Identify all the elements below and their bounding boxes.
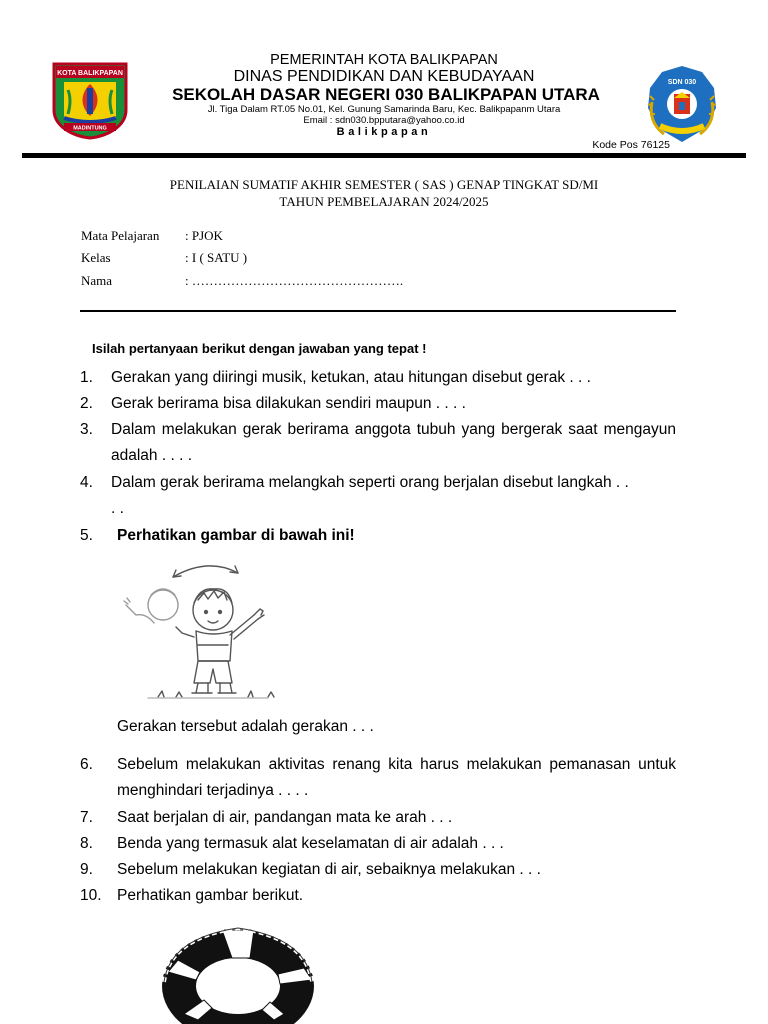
- child-exercise-illustration: [118, 555, 293, 705]
- question-item: [80, 470, 676, 522]
- question-number: 4.: [80, 474, 93, 491]
- exam-year: TAHUN PEMBELAJARAN 2024/2025: [279, 194, 489, 209]
- question-item: [80, 831, 676, 857]
- question-text: Benda yang termasuk alat keselamatan di air adalah . . .: [117, 835, 504, 852]
- instruction: Isilah pertanyaan berikut dengan jawaban yang tepat !: [92, 341, 427, 356]
- school-email: Email : sdn030.bpputara@yahoo.co.id: [303, 115, 465, 126]
- school-badge-text: SDN 030: [667, 79, 697, 86]
- question-number: 2.: [80, 395, 93, 412]
- city-name: Balikpapan: [336, 126, 432, 138]
- question-number: 9.: [80, 861, 93, 878]
- question-item: [80, 417, 676, 469]
- city-emblem-top-text: KOTA BALIKPAPAN: [57, 70, 123, 77]
- question-number: 7.: [80, 809, 93, 826]
- life-ring-illustration: [154, 908, 322, 1024]
- question-item: [80, 365, 676, 391]
- question-text: Saat berjalan di air, pandangan mata ke arah . . .: [117, 809, 453, 826]
- question-number: 6.: [80, 756, 93, 773]
- question-text: Gerak berirama bisa dilakukan sendiri maupun . . . .: [111, 395, 466, 412]
- government-name: PEMERINTAH KOTA BALIKPAPAN: [270, 52, 498, 68]
- question-item: [80, 391, 676, 417]
- name-label: Nama: [81, 273, 113, 288]
- school-address: Jl. Tiga Dalam RT.05 No.01, Kel. Gunung Samarinda Baru, Kec. Balikpapanm Utara: [207, 104, 561, 115]
- question-text: Gerakan yang diiringi musik, ketukan, atau hitungan disebut gerak . . .: [111, 369, 591, 386]
- question-text: Perhatikan gambar berikut.: [117, 887, 304, 904]
- question-item: [80, 883, 676, 909]
- question-text: Sebelum melakukan aktivitas renang kita harus melakukan pemanasan untuk menghindari terjadinya . . . .: [117, 756, 676, 799]
- question-5-caption: Gerakan tersebut adalah gerakan . . .: [117, 718, 374, 735]
- class-label: Kelas: [81, 250, 111, 265]
- city-emblem-bottom-text: MADINTUNG: [73, 125, 107, 132]
- question-text: Sebelum melakukan kegiatan di air, sebaiknya melakukan . . .: [117, 861, 541, 878]
- question-text: Dalam melakukan gerak berirama anggota tubuh yang bergerak saat mengayun adalah . . . .: [111, 421, 676, 464]
- question-number: 5.: [80, 527, 93, 544]
- question-number: 1.: [80, 369, 93, 386]
- letterhead-divider: [22, 153, 746, 158]
- question-text: Dalam gerak berirama melangkah seperti orang berjalan disebut langkah . . . .: [111, 474, 629, 517]
- department-name: DINAS PENDIDIKAN DAN KEBUDAYAAN: [233, 68, 535, 85]
- question-number: 8.: [80, 835, 93, 852]
- question-number: 3.: [80, 421, 93, 438]
- postal-code: Kode Pos 76125: [592, 139, 670, 151]
- question-text: Perhatikan gambar di bawah ini!: [117, 527, 355, 544]
- class-value: : I ( SATU ): [185, 250, 248, 265]
- subject-label: Mata Pelajaran: [81, 228, 160, 243]
- identity-divider: [80, 310, 676, 312]
- school-name: SEKOLAH DASAR NEGERI 030 BALIKPAPAN UTARA: [172, 85, 600, 104]
- name-field[interactable]: : ………………………………………….: [185, 273, 404, 288]
- question-item: [80, 857, 676, 883]
- question-number: 10.: [80, 887, 102, 904]
- question-item: [80, 523, 676, 549]
- exam-title: PENILAIAN SUMATIF AKHIR SEMESTER ( SAS ) GENAP TINGKAT SD/MI: [169, 177, 599, 192]
- subject-value: : PJOK: [185, 228, 223, 243]
- question-item: [80, 752, 676, 804]
- question-item: [80, 805, 676, 831]
